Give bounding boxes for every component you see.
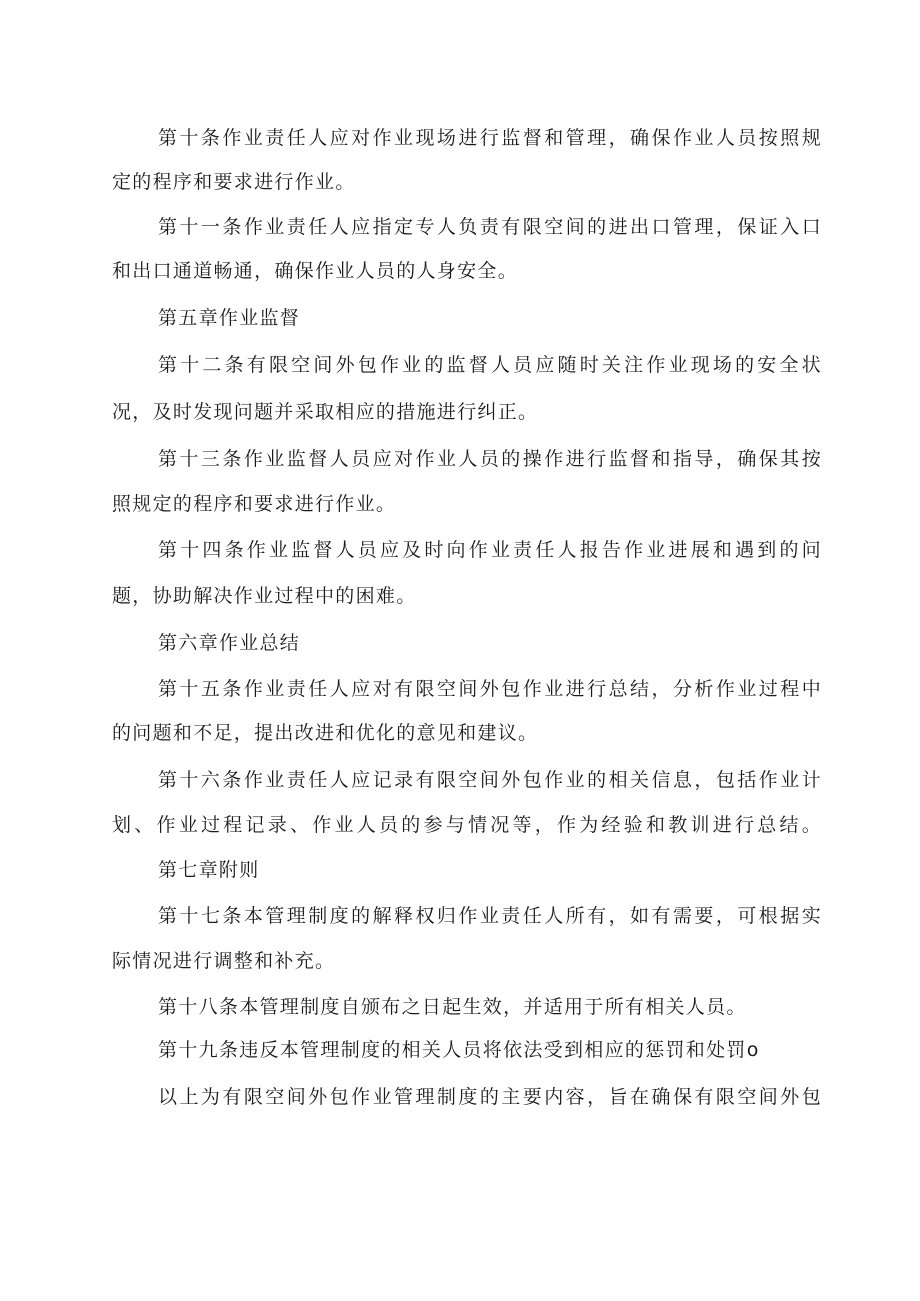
article-16-line-2: 划、作业过程记录、作业人员的参与情况等，作为经验和教训进行总结。 <box>112 814 822 836</box>
chapter-5-heading: 第五章作业监督 <box>158 307 301 329</box>
article-16-line-1: 第十六条作业责任人应记录有限空间外包作业的相关信息，包括作业计 <box>158 769 822 791</box>
article-13-line-1: 第十三条作业监督人员应对作业人员的操作进行监督和指导，确保其按 <box>158 448 822 470</box>
article-17-line-1: 第十七条本管理制度的解释权归作业责任人所有，如有需要，可根据实 <box>158 905 822 927</box>
article-13-line-2: 照规定的程序和要求进行作业。 <box>112 493 397 515</box>
article-11-line-2: 和出口通道畅通，确保作业人员的人身安全。 <box>112 260 519 282</box>
summary-line-1: 以上为有限空间外包作业管理制度的主要内容，旨在确保有限空间外包 <box>158 1086 822 1108</box>
article-12-line-2: 况，及时发现问题并采取相应的措施进行纠正。 <box>112 401 539 423</box>
article-14-line-2: 题，协助解决作业过程中的困难。 <box>112 585 417 607</box>
article-11-line-1: 第十一条作业责任人应指定专人负责有限空间的进出口管理，保证入口 <box>158 216 822 238</box>
article-19-line: 第十九条违反本管理制度的相关人员将依法受到相应的惩罚和处罚o <box>158 1039 760 1061</box>
chapter-7-heading: 第七章附则 <box>158 859 260 881</box>
article-15-line-1: 第十五条作业责任人应对有限空间外包作业进行总结，分析作业过程中 <box>158 678 822 700</box>
article-12-line-1: 第十二条有限空间外包作业的监督人员应随时关注作业现场的安全状 <box>158 354 822 376</box>
chapter-6-heading: 第六章作业总结 <box>158 632 301 654</box>
article-10-line-1: 第十条作业责任人应对作业现场进行监督和管理，确保作业人员按照规 <box>158 127 822 149</box>
article-15-line-2: 的问题和不足，提出改进和优化的意见和建议。 <box>112 722 539 744</box>
article-18-line: 第十八条本管理制度自颁布之日起生效，并适用于所有相关人员。 <box>158 996 747 1018</box>
article-14-line-1: 第十四条作业监督人员应及时向作业责任人报告作业进展和遇到的问 <box>158 539 822 561</box>
article-17-line-2: 际情况进行调整和补充。 <box>112 950 336 972</box>
article-10-line-2: 定的程序和要求进行作业。 <box>112 171 356 193</box>
